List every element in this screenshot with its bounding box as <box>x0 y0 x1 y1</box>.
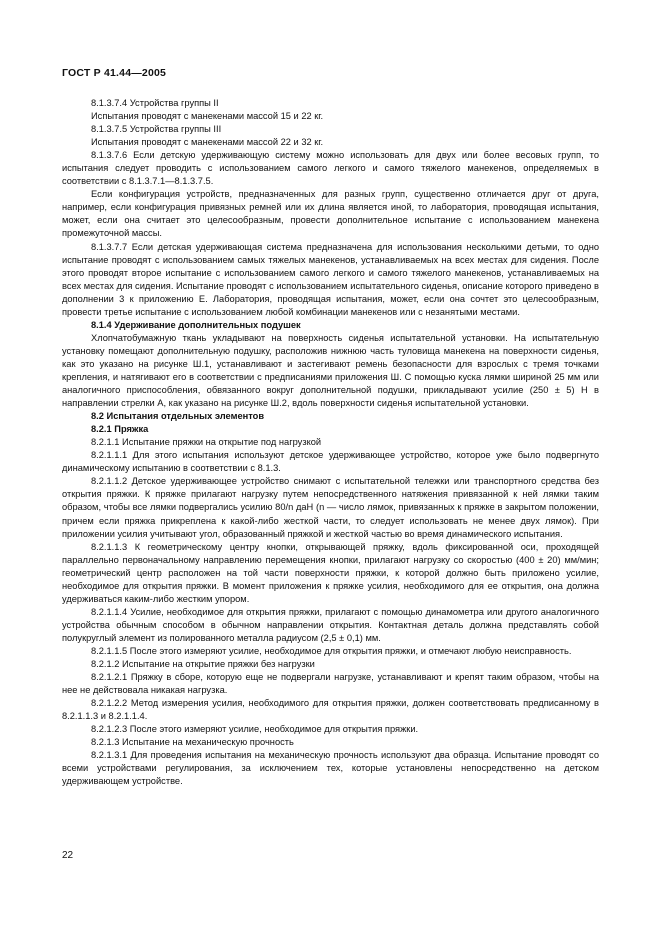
paragraph: 8.1.3.7.7 Если детская удерживающая система предназначена для использования несколькими детьми, то одно испытание проводят с использованием самых тяжелых манекенов, устанавливаемых на всех местах для сидения. После этого проводят второе испытание с использованием самого легкого и самого тяжелого манекенов, устанавливаемых на всех местах для сидения. Испытание проводят с использованием испытательного сиденья, описание которого приведено в дополнении 3 к приложению Е. Лаборатория, проводящая испытания, может, если она сочтет это целесообразным, провести третье испытание с использованием любой комбинации манекенов или с незанятыми местами. <box>62 241 599 317</box>
paragraph: 8.2.1.1.3 К геометрическому центру кнопки, открывающей пряжку, вдоль фиксированной оси, проходящей параллельно первоначальному направлению перемещения кнопки, прилагают нагрузку со скоростью (400 ± 20) мм/мин; геометрический центр расположен на той части поверхности пряжки, к которой должно быть приложено усилие, необходимое для открытия пряжки. В момент приложения к пряжке усилия, необходимого для ее открытия, она должна удерживаться каким-либо жестким упором. <box>62 541 599 604</box>
paragraph: 8.2.1.1.1 Для этого испытания используют детское удерживающее устройство, которое уже было подвергнуто динамическому испытанию в соответствии с 8.1.3. <box>62 450 599 474</box>
paragraph: 8.2.1.2.3 После этого измеряют усилие, необходимое для открытия пряжки. <box>91 724 419 735</box>
paragraph: 8.1.3.7.6 Если детскую удерживающую систему можно использовать для двух или более весовых групп, то испытания следует проводить с использованием самого легкого и самого тяжелого манекенов, определяемых в соответствии с 8.1.3.7.1—8.1.3.7.5. <box>62 150 599 187</box>
paragraph: 8.2.1.1 Испытание пряжки на открытие под нагрузкой <box>91 437 322 448</box>
paragraph: Хлопчатобумажную ткань укладывают на поверхность сиденья испытательной установки. На испытательную установку помещают дополнительную подушку, расположив нижнюю часть туловища манекена на поверхности сиденья, как это указано на рисунке Ш.1, устанавливают и застегивают ремень безопасности для взрослых с тремя точками крепления, и натягивают его в соответствии с предписаниями приложения Ш. С помощью куска лямки шириной 25 мм или аналогичного приспособления, обвязанного вокруг дополнительной подушки, прикладывают усилие (250 ± 5) Н в направлении стрелки А, как указано на рисунке Ш.2, вдоль поверхности сиденья испытательной установки. <box>62 332 599 409</box>
paragraph: 8.2.1.2 Испытание на открытие пряжки без нагрузки <box>91 659 315 670</box>
paragraph: 8.2.1.2.2 Метод измерения усилия, необходимого для открытия пряжки, должен соответствовать предписанному в 8.2.1.1.3 и 8.2.1.1.4. <box>62 698 599 722</box>
paragraph: 8.2.1.3 Испытание на механическую прочность <box>91 737 294 748</box>
paragraph: 8.2.1.2.1 Пряжку в сборе, которую еще не подвергали нагрузке, устанавливают и крепят таким образом, чтобы на нее не действовала никакая нагрузка. <box>62 672 599 696</box>
document-body <box>62 97 599 788</box>
paragraph: 8.2.1.1.2 Детское удерживающее устройство снимают с испытательной тележки или транспортного средства без открытия пряжки. К пряжке прилагают нагрузку путем непосредственного натяжения привязанной к ней лямки таким образом, чтобы все лямки подвергались усилию 80/n даН (n — число лямок, привязанных к пряжке в закрытом положении, причем если пряжка прикреплена к какой-либо жесткой части, то следует использовать не менее двух лямок). При приложении усилия учитывают угол, образованный пряжкой и жесткой частью во время динамического испытания. <box>62 476 599 539</box>
section-heading: 8.2 Испытания отдельных элементов <box>91 411 265 422</box>
paragraph: 8.1.3.7.4 Устройства группы II <box>91 98 219 108</box>
paragraph: 8.2.1.1.4 Усилие, необходимое для открытия пряжки, прилагают с помощью динамометра или другого аналогичного устройства обычным способом в обычном направлении открытия. Контактная деталь должна представлять собой полукруглый элемент из полированного металла радиусом (2,5 ± 0,1) мм. <box>62 606 599 643</box>
section-heading: 8.2.1 Пряжка <box>91 424 149 435</box>
paragraph: 8.2.1.3.1 Для проведения испытания на механическую прочность используют два образца. Испытание проводят со всеми устройствами регулирования, за исключением тех, которые установлены непосредственно на детском удерживающем устройстве. <box>62 750 599 787</box>
paragraph: Если конфигурация устройств, предназначенных для разных групп, существенно отличается друг от друга, например, если конфигурация привязных ремней или их длина является иной, то лаборатория, проводящая испытания, может, если она считает это целесообразным, провести дополнительное испытание с использованием манекена промежуточной массы. <box>62 189 599 239</box>
page-number: 22 <box>62 850 74 861</box>
paragraph: 8.1.3.7.5 Устройства группы III <box>91 124 222 135</box>
paragraph: Испытания проводят с манекенами массой 15 и 22 кг. <box>91 111 324 122</box>
document-header: ГОСТ Р 41.44—2005 <box>62 67 167 79</box>
paragraph: Испытания проводят с манекенами массой 22 и 32 кг. <box>91 137 324 148</box>
section-heading: 8.1.4 Удерживание дополнительных подушек <box>91 319 301 330</box>
paragraph: 8.2.1.1.5 После этого измеряют усилие, необходимое для открытия пряжки, и отмечают любую неисправность. <box>91 645 572 656</box>
